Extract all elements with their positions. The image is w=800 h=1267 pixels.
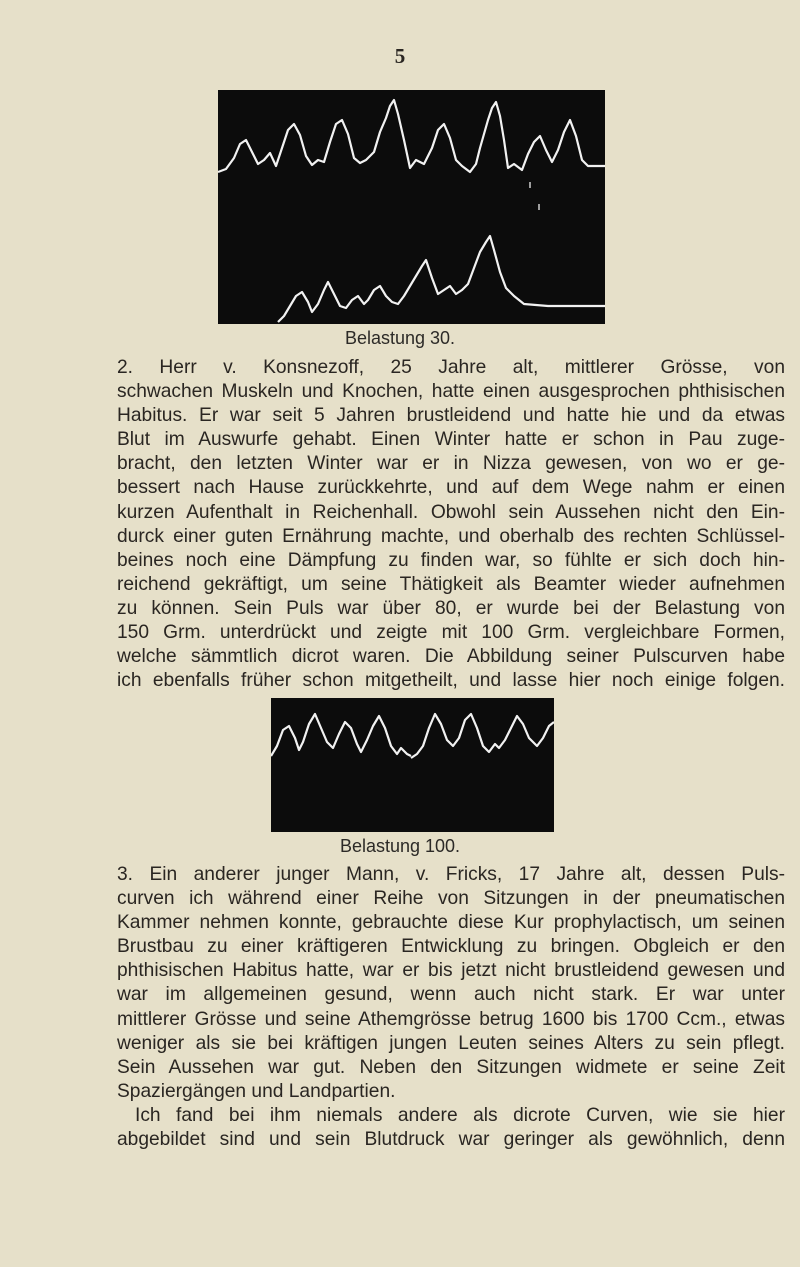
page-number: 5 bbox=[394, 44, 406, 68]
text-line: bracht, den letzten Winter war er in Nizza gewesen, von wo er ge- bbox=[117, 453, 785, 475]
text-line: Kammer nehmen konnte, gebrauchte diese Kur prophylactisch, um seinen bbox=[117, 912, 785, 934]
text-line: Blut im Auswurfe gehabt. Einen Winter hatte er schon in Pau zuge- bbox=[117, 429, 785, 451]
figure-caption: Belastung 30. bbox=[344, 328, 456, 348]
text-line: curven ich während einer Reihe von Sitzungen in der pneumatischen bbox=[117, 888, 785, 910]
pulse-curve-right bbox=[411, 714, 554, 758]
paragraph-case-3 bbox=[117, 863, 785, 1152]
paragraph-case-2 bbox=[117, 356, 785, 693]
text-line: Habitus. Er war seit 5 Jahren brustleidend und hatte hie und da etwas bbox=[117, 405, 785, 427]
text-line: ich ebenfalls früher schon mitgetheilt, und lasse hier noch einige folgen. bbox=[117, 670, 785, 692]
text-line: 3. Ein anderer junger Mann, v. Fricks, 17 Jahre alt, dessen Puls- bbox=[117, 864, 785, 885]
text-line: Sein Aussehen war gut. Neben den Sitzungen widmete er seine Zeit bbox=[117, 1056, 785, 1078]
text-line: kurzen Aufenthalt in Reichenhall. Obwohl sein Aussehen nicht den Ein- bbox=[117, 501, 785, 523]
text-line: beines noch eine Dämpfung zu finden war, so fühlte er sich doch hin- bbox=[117, 549, 785, 571]
text-line: war im allgemeinen gesund, wenn auch nicht stark. Er war unter bbox=[117, 984, 785, 1006]
pulse-curve-tracing bbox=[218, 90, 605, 324]
text-line: 2. Herr v. Konsnezoff, 25 Jahre alt, mittlerer Grösse, von bbox=[117, 357, 785, 378]
text-line: mittlerer Grösse und seine Athemgrösse betrug 1600 bis 1700 Ccm., etwas bbox=[117, 1008, 785, 1030]
pulse-curve-figure-load-100 bbox=[271, 698, 554, 832]
pulse-curve-left bbox=[271, 714, 411, 756]
text-line: schwachen Muskeln und Knochen, hatte einen ausgesprochen phthisischen bbox=[117, 381, 785, 403]
text-line: zu können. Sein Puls war über 80, er wurde bei der Belastung von bbox=[117, 597, 785, 619]
text-line: Spaziergängen und Landpartien. bbox=[117, 1080, 396, 1102]
text-line: durck einer guten Ernährung machte, und oberhalb des rechten Schlüssel- bbox=[117, 525, 785, 547]
pulse-curve-tracing bbox=[271, 698, 554, 832]
text-line: phthisischen Habitus hatte, war er bis jetzt nicht brustleidend gewesen und bbox=[117, 960, 785, 982]
pulse-curve-upper bbox=[218, 100, 605, 172]
text-line: bessert nach Hause zurückkehrte, und auf dem Wege nahm er einen bbox=[117, 477, 785, 499]
text-line: abgebildet sind und sein Blutdruck war geringer als gewöhnlich, denn bbox=[117, 1129, 785, 1151]
text-line: weniger als sie bei kräftigen jungen Leuten seines Alters zu sein pflegt. bbox=[117, 1032, 785, 1054]
text-line: Ich fand bei ihm niemals andere als dicrote Curven, wie sie hier bbox=[135, 1104, 785, 1126]
pulse-curve-lower bbox=[278, 236, 605, 322]
pulse-curve-figure-load-30 bbox=[218, 90, 605, 324]
text-line: 150 Grm. unterdrückt und zeigte mit 100 Grm. vergleichbare Formen, bbox=[117, 622, 785, 644]
text-line: reichend gekräftigt, um seine Thätigkeit als Beamter wieder aufnehmen bbox=[117, 573, 785, 595]
text-line: Brustbau zu einer kräftigeren Entwicklung zu bringen. Obgleich er den bbox=[117, 936, 785, 958]
text-line: welche sämmtlich dicrot waren. Die Abbildung seiner Pulscurven habe bbox=[117, 646, 785, 668]
figure-caption: Belastung 100. bbox=[339, 836, 461, 856]
